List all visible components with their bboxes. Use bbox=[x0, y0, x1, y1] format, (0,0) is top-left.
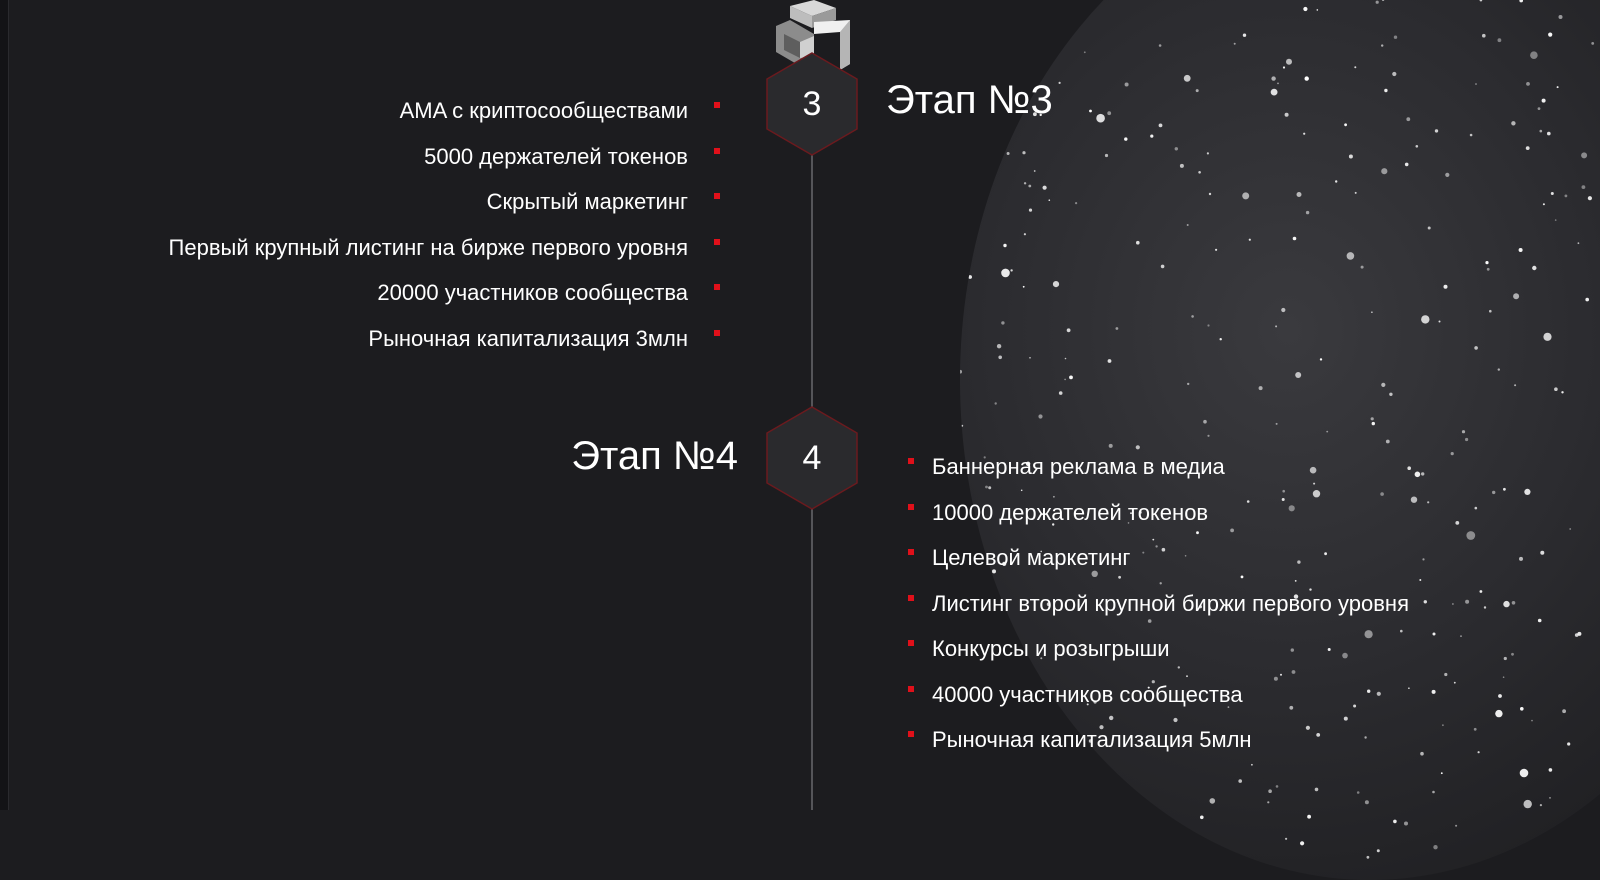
stage4-item bbox=[908, 535, 1409, 581]
stage3-item-label: Скрытый маркетинг bbox=[487, 189, 688, 214]
stage4-item bbox=[908, 672, 1409, 718]
stage4-item bbox=[908, 490, 1409, 536]
stage4-item bbox=[908, 444, 1409, 490]
stage3-item-label: Рыночная капитализация 3млн bbox=[368, 326, 688, 351]
stage3-hexagon bbox=[766, 52, 858, 156]
red-square-bullet-icon bbox=[908, 504, 914, 510]
red-square-bullet-icon bbox=[908, 686, 914, 692]
stage3-item bbox=[169, 134, 720, 180]
stage4-item-label: Целевой маркетинг bbox=[932, 545, 1130, 570]
red-square-bullet-icon bbox=[908, 640, 914, 646]
red-square-bullet-icon bbox=[908, 731, 914, 737]
stage4-number: 4 bbox=[766, 406, 858, 510]
stage4-item-label: Конкурсы и розыгрыши bbox=[932, 636, 1170, 661]
stage4-item bbox=[908, 626, 1409, 672]
red-square-bullet-icon bbox=[908, 595, 914, 601]
red-square-bullet-icon bbox=[908, 549, 914, 555]
stage4-item-label: Рыночная капитализация 5млн bbox=[932, 727, 1252, 752]
stage4-hexagon bbox=[766, 406, 858, 510]
stage3-item-label: AMA с криптосообществами bbox=[400, 98, 688, 123]
stage4-item bbox=[908, 717, 1409, 763]
red-square-bullet-icon bbox=[714, 284, 720, 290]
stage3-title: Этап №3 bbox=[886, 78, 1053, 123]
red-square-bullet-icon bbox=[908, 458, 914, 464]
stage4-item-label: 40000 участников сообщества bbox=[932, 682, 1243, 707]
stage4-item bbox=[908, 581, 1409, 627]
stage3-item bbox=[169, 270, 720, 316]
stage4-item-label: 10000 держателей токенов bbox=[932, 500, 1208, 525]
red-square-bullet-icon bbox=[714, 239, 720, 245]
stage3-item bbox=[169, 179, 720, 225]
stage4-item-label: Баннерная реклама в медиа bbox=[932, 454, 1225, 479]
stage3-list bbox=[169, 88, 720, 361]
stage3-item-label: 5000 держателей токенов bbox=[424, 144, 688, 169]
page-left-border bbox=[0, 0, 9, 810]
stage3-item bbox=[169, 225, 720, 271]
red-square-bullet-icon bbox=[714, 193, 720, 199]
red-square-bullet-icon bbox=[714, 102, 720, 108]
stage3-item-label: Первый крупный листинг на бирже первого уровня bbox=[169, 235, 688, 260]
stage3-item bbox=[169, 316, 720, 362]
stage3-item bbox=[169, 88, 720, 134]
red-square-bullet-icon bbox=[714, 330, 720, 336]
red-square-bullet-icon bbox=[714, 148, 720, 154]
stage4-list bbox=[908, 444, 1409, 763]
stage4-title: Этап №4 bbox=[571, 434, 738, 479]
stage3-number: 3 bbox=[766, 52, 858, 156]
stage3-item-label: 20000 участников сообщества bbox=[377, 280, 688, 305]
stage4-item-label: Листинг второй крупной биржи первого уровня bbox=[932, 591, 1409, 616]
